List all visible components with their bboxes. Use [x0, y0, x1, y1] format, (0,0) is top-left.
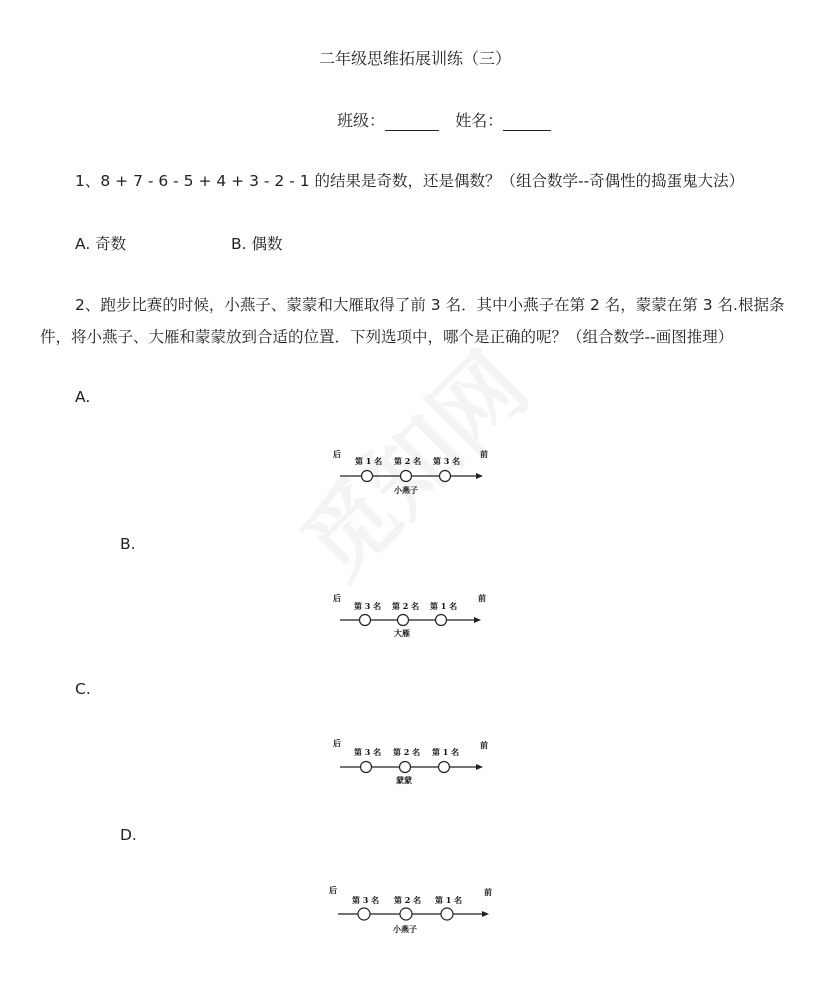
option-a-slot-3[interactable]: [440, 471, 451, 482]
option-d-place-2: 第 2 名: [394, 895, 422, 905]
option-c-slot-3[interactable]: [439, 762, 450, 773]
class-name-line: [337, 108, 551, 131]
option-b-slot-3[interactable]: [436, 615, 447, 626]
name-label: 姓名：: [455, 111, 504, 130]
option-a-back-label: 后: [333, 449, 341, 459]
question-2-line-2: 件，将小燕子、大雁和蒙蒙放到合适的位置．下列选项中，哪个是正确的呢？（组合数学--画图推理）: [40, 328, 734, 346]
option-a-diagram: [330, 448, 490, 498]
option-c-slot-1[interactable]: [361, 762, 372, 773]
option-b-front-label: 前: [478, 593, 486, 603]
option-a-front-label: 前: [480, 449, 488, 459]
option-b-under-label: 大雁: [394, 628, 410, 638]
option-c-label[interactable]: C.: [75, 680, 91, 698]
option-a-slot-1[interactable]: [362, 471, 373, 482]
class-blank[interactable]: [385, 112, 439, 131]
option-d-place-1: 第 3 名: [352, 895, 380, 905]
option-b-arrow-icon: [474, 617, 481, 623]
option-c-place-3: 第 1 名: [432, 747, 460, 757]
option-d-slot-2[interactable]: [400, 908, 412, 920]
option-c-arrow-icon: [476, 764, 483, 770]
option-a-place-3: 第 3 名: [433, 456, 461, 466]
option-d-label[interactable]: D.: [120, 826, 137, 844]
question-2-line-1: 2、跑步比赛的时候，小燕子、蒙蒙和大雁取得了前 3 名．其中小燕子在第 2 名，蒙蒙在第 3 名.根据条: [75, 296, 785, 314]
option-d-diagram: [326, 882, 496, 936]
option-b-place-2: 第 2 名: [392, 601, 420, 611]
option-a-label[interactable]: A.: [75, 388, 91, 406]
option-b-place-1: 第 3 名: [354, 601, 382, 611]
option-a-place-2: 第 2 名: [394, 456, 422, 466]
option-d-under-label: 小燕子: [393, 924, 417, 934]
option-b-slot-2[interactable]: [398, 615, 409, 626]
option-c-place-1: 第 3 名: [354, 747, 382, 757]
option-a-slot-2[interactable]: [401, 471, 412, 482]
option-b-slot-1[interactable]: [360, 615, 371, 626]
option-c-slot-2[interactable]: [400, 762, 411, 773]
option-d-slot-3[interactable]: [441, 908, 453, 920]
option-b-label[interactable]: B.: [120, 535, 136, 553]
page-title: 二年级思维拓展训练（三）: [318, 49, 511, 68]
option-c-diagram: [330, 737, 490, 787]
option-d-slot-1[interactable]: [358, 908, 370, 920]
option-b-diagram: [330, 592, 490, 642]
option-a-place-1: 第 1 名: [355, 456, 383, 466]
option-c-back-label: 后: [333, 738, 341, 748]
option-d-back-label: 后: [329, 885, 337, 895]
option-a-arrow-icon: [476, 473, 483, 479]
option-d-place-3: 第 1 名: [435, 895, 463, 905]
class-label: 班级：: [337, 111, 386, 130]
option-d-front-label: 前: [484, 887, 492, 897]
option-c-place-2: 第 2 名: [393, 747, 421, 757]
option-d-arrow-icon: [482, 911, 489, 917]
option-a-under-label: 小燕子: [394, 485, 418, 495]
option-b-back-label: 后: [333, 593, 341, 603]
option-b-place-3: 第 1 名: [430, 601, 458, 611]
name-blank[interactable]: [503, 112, 551, 131]
question-1: 1、8 + 7 - 6 - 5 + 4 + 3 - 2 - 1 的结果是奇数，还是偶数？（组合数学--奇偶性的捣蛋鬼大法）: [75, 172, 745, 190]
option-c-under-label: 蒙蒙: [396, 775, 412, 785]
option-c-front-label: 前: [480, 740, 488, 750]
q1-option-a[interactable]: A. 奇数: [75, 235, 127, 253]
q1-option-b[interactable]: B. 偶数: [231, 235, 283, 253]
